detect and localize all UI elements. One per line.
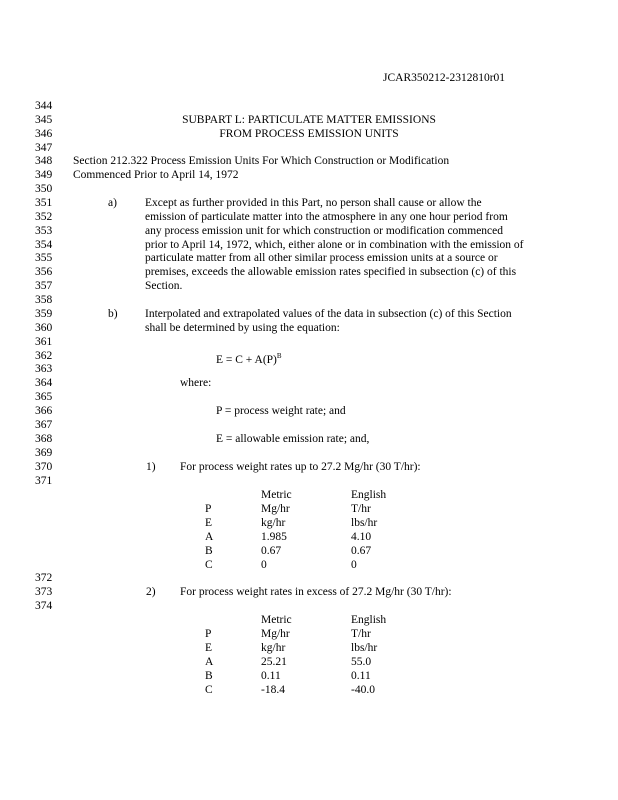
line-number: 347: [35, 142, 53, 154]
table-2-english: 55.0: [351, 656, 372, 668]
line-number: 370: [35, 461, 53, 473]
table-2-key: P: [205, 628, 212, 640]
table-1-metric: 0: [261, 559, 267, 571]
table-2-metric: 0.11: [261, 670, 281, 682]
para-a-label: a): [108, 197, 117, 209]
table-1-key: E: [205, 517, 213, 529]
line-number: 371: [35, 475, 53, 487]
table-2-key: B: [205, 670, 213, 682]
table-1-key: C: [205, 559, 213, 571]
item-2-text: For process weight rates in excess of 27.2 Mg/hr (30 T/hr):: [180, 586, 452, 598]
para-a-line: particulate matter from all other similar process emission units at a source or: [145, 252, 498, 264]
para-a-line: Except as further provided in this Part, no person shall cause or allow the: [145, 197, 482, 209]
line-number: 358: [35, 294, 53, 306]
line-number: 355: [35, 252, 53, 264]
line-number: 369: [35, 447, 53, 459]
item-1-text: For process weight rates up to 27.2 Mg/hr (30 T/hr):: [180, 461, 421, 473]
para-a-line: premises, exceeds the allowable emission rates specified in subsection (c) of this: [145, 266, 517, 278]
line-number: 368: [35, 433, 53, 445]
definition-p: P = process weight rate; and: [216, 405, 346, 417]
line-number: 361: [35, 336, 53, 348]
para-a-line: any process emission unit for which construction or modification commenced: [145, 225, 504, 237]
para-a-line: emission of particulate matter into the atmosphere in any one hour period from: [145, 211, 508, 223]
table-2-header-metric: Metric: [261, 614, 292, 626]
table-2-header-english: English: [351, 614, 387, 626]
table-2-english: -40.0: [351, 684, 375, 696]
subpart-subtitle: FROM PROCESS EMISSION UNITS: [219, 128, 399, 140]
line-number: 372: [35, 572, 53, 584]
table-1-key: P: [205, 503, 212, 515]
para-b-line: shall be determined by using the equation:: [145, 322, 340, 334]
table-2-metric: -18.4: [261, 684, 285, 696]
table-2-english: lbs/hr: [351, 642, 378, 654]
table-1-metric: kg/hr: [261, 517, 286, 529]
table-1-header-english: English: [351, 489, 387, 501]
table-1-metric: 1.985: [261, 531, 287, 543]
table-2-metric: kg/hr: [261, 642, 286, 654]
line-number: 373: [35, 586, 53, 598]
line-number: 366: [35, 405, 53, 417]
line-number: 351: [35, 197, 53, 209]
para-b-line: Interpolated and extrapolated values of the data in subsection (c) of this Section: [145, 308, 512, 320]
equation: [216, 350, 282, 367]
line-number: 364: [35, 377, 53, 389]
table-2-key: E: [205, 642, 213, 654]
line-number: 374: [35, 600, 53, 612]
line-number: 356: [35, 266, 53, 278]
table-2-metric: Mg/hr: [261, 628, 290, 640]
subpart-title: SUBPART L: PARTICULATE MATTER EMISSIONS: [182, 114, 436, 126]
table-2-metric: 25.21: [261, 656, 287, 668]
item-2-label: 2): [146, 586, 156, 598]
equation-exponent: B: [276, 352, 282, 360]
line-number: 357: [35, 280, 53, 292]
para-a-line: Section.: [145, 280, 183, 292]
line-number: 367: [35, 419, 53, 431]
table-2-english: 0.11: [351, 670, 371, 682]
line-number: 362: [35, 350, 53, 362]
table-1-key: B: [205, 545, 213, 557]
table-2-key: A: [205, 656, 214, 668]
table-2-key: C: [205, 684, 213, 696]
section-heading-cont: Commenced Prior to April 14, 1972: [73, 169, 239, 181]
line-number: 354: [35, 239, 53, 251]
line-number: 346: [35, 128, 53, 140]
table-1-header-metric: Metric: [261, 489, 292, 501]
line-number: 359: [35, 308, 53, 320]
equation-main: E = C + A(P): [216, 353, 277, 366]
line-number: 360: [35, 322, 53, 334]
line-number: 349: [35, 169, 53, 181]
where-label: where:: [180, 377, 212, 389]
table-1-english: 0.67: [351, 545, 372, 557]
section-heading: Section 212.322 Process Emission Units For Which Construction or Modification: [73, 155, 450, 167]
line-number: 353: [35, 225, 53, 237]
table-1-english: 0: [351, 559, 357, 571]
line-number: 350: [35, 183, 53, 195]
line-number: 344: [35, 100, 53, 112]
item-1-label: 1): [146, 461, 156, 473]
table-1-english: T/hr: [351, 503, 371, 515]
table-2-english: T/hr: [351, 628, 371, 640]
table-1-metric: 0.67: [261, 545, 282, 557]
line-number: 352: [35, 211, 53, 223]
table-1-english: 4.10: [351, 531, 372, 543]
line-number: 345: [35, 114, 53, 126]
document-id: JCAR350212-2312810r01: [383, 72, 506, 84]
line-number: 365: [35, 391, 53, 403]
table-1-metric: Mg/hr: [261, 503, 290, 515]
line-number: 348: [35, 155, 53, 167]
line-number: 363: [35, 363, 53, 375]
table-1-english: lbs/hr: [351, 517, 378, 529]
table-1-key: A: [205, 531, 214, 543]
para-a-line: prior to April 14, 1972, which, either alone or in combination with the emission of: [145, 239, 524, 251]
definition-e: E = allowable emission rate; and,: [216, 433, 370, 445]
para-b-label: b): [108, 308, 118, 320]
